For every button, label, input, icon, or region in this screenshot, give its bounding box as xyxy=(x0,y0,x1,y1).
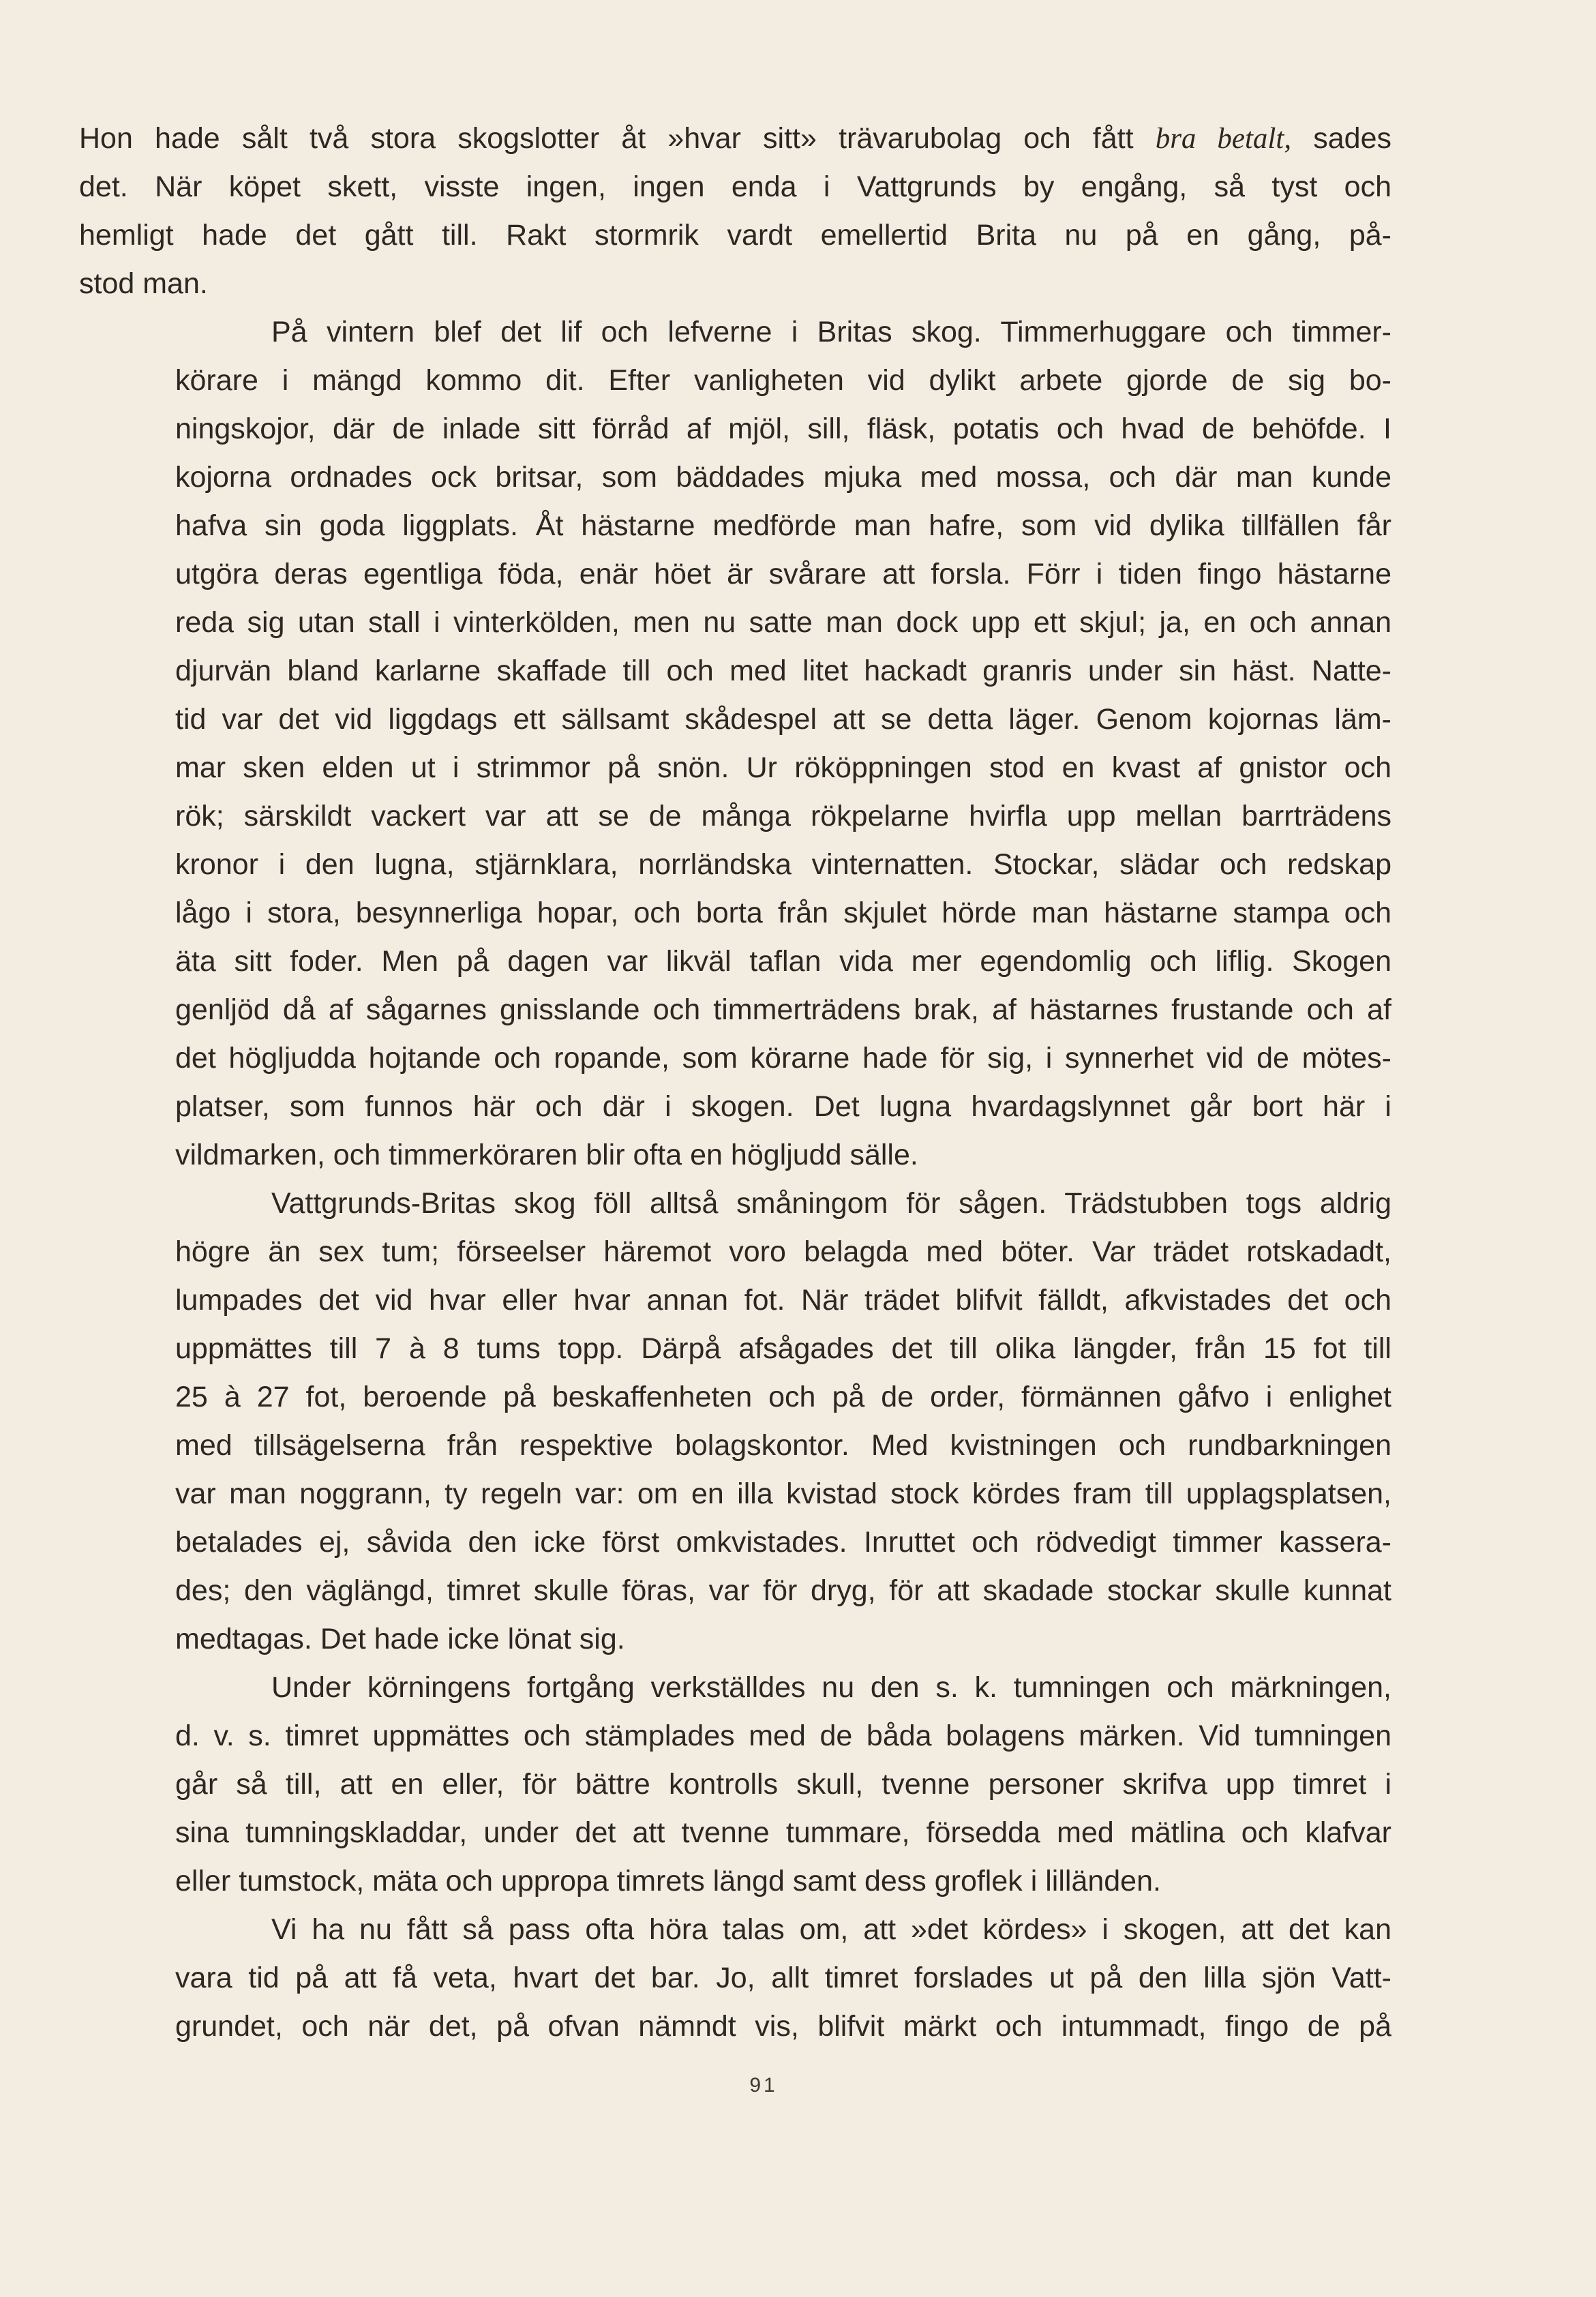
text-line xyxy=(79,792,1391,841)
text-run: kojorna ordnades ock britsar, som bäddades mjuka med mossa, och där man kunde xyxy=(175,461,1391,494)
text-line xyxy=(79,1083,1391,1131)
text-run: lumpades det vid hvar eller hvar annan fot. När trädet blifvit fälldt, afkvistades det och xyxy=(175,1284,1391,1317)
text-line xyxy=(79,1615,1391,1664)
text-line xyxy=(79,115,1391,163)
text-line xyxy=(79,1906,1391,1954)
body-text xyxy=(79,115,1391,2051)
text-run: det. När köpet skett, visste ingen, ingen enda i Vattgrunds by engång, så tyst och xyxy=(79,170,1391,203)
text-line xyxy=(79,1567,1391,1615)
text-line xyxy=(79,1954,1391,2002)
text-run: uppmättes till 7 à 8 tums topp. Därpå afsågades det till olika längder, från 15 fot till xyxy=(175,1332,1391,1365)
text-line xyxy=(79,1664,1391,1712)
text-run: var man noggrann, ty regeln var: om en illa kvistad stock kördes fram till upplagsplatsen, xyxy=(175,1477,1391,1510)
text-line xyxy=(79,1228,1391,1276)
text-line xyxy=(79,2002,1391,2051)
text-run: lågo i stora, besynnerliga hopar, och borta från skjulet hörde man hästarne stampa och xyxy=(175,897,1391,929)
text-line xyxy=(79,1857,1391,1906)
text-run: Vattgrunds-Britas skog föll alltså småningom för sågen. Trädstubben togs aldrig xyxy=(271,1187,1391,1220)
text-run: vara tid på att få veta, hvart det bar. Jo, allt timret forslades ut på den lilla sjön Vatt- xyxy=(175,1962,1391,1994)
text-line xyxy=(79,937,1391,986)
text-run: tid var det vid liggdags ett sällsamt skådespel att se detta läger. Genom kojornas läm- xyxy=(175,703,1391,736)
text-line xyxy=(79,1373,1391,1422)
emphasis-text: bra betalt, xyxy=(1155,123,1292,155)
text-run: genljöd då af sågarnes gnisslande och timmerträdens brak, af hästarnes frustande och af xyxy=(175,993,1391,1026)
paragraph xyxy=(79,115,1391,308)
text-run: grundet, och när det, på ofvan nämndt vis, blifvit märkt och intummadt, fingo de på xyxy=(175,2010,1391,2043)
text-line xyxy=(79,1809,1391,1857)
text-run: platser, som funnos här och där i skogen. Det lugna hvardagslynnet går bort här i xyxy=(175,1090,1391,1123)
text-run: eller tumstock, mäta och uppropa timrets längd samt dess groflek i lilländen. xyxy=(175,1865,1161,1897)
text-run: sades xyxy=(1291,122,1391,155)
text-run: med tillsägelserna från respektive bolagskontor. Med kvistningen och rundbarkningen xyxy=(175,1429,1391,1462)
text-run: betalades ej, såvida den icke först omkvistades. Inruttet och rödvedigt timmer kassera- xyxy=(175,1526,1391,1559)
text-line xyxy=(79,1131,1391,1180)
paragraph xyxy=(79,308,1391,1180)
text-line xyxy=(79,647,1391,695)
text-line xyxy=(79,211,1391,260)
text-line xyxy=(79,550,1391,599)
paragraph xyxy=(79,1664,1391,1906)
text-run: vildmarken, och timmerköraren blir ofta en högljudd sälle. xyxy=(175,1139,918,1171)
text-run: des; den väglängd, timret skulle föras, var för dryg, för att skadade stockar skulle kunnat xyxy=(175,1574,1391,1607)
text-run: körare i mängd kommo dit. Efter vanligheten vid dylikt arbete gjorde de sig bo- xyxy=(175,364,1391,397)
text-run: rök; särskildt vackert var att se de många rökpelarne hvirfla upp mellan barrträdens xyxy=(175,800,1391,832)
text-run: äta sitt foder. Men på dagen var likväl taflan vida mer egendomlig och liflig. Skogen xyxy=(175,945,1391,978)
text-line xyxy=(79,1034,1391,1083)
text-run: hafva sin goda liggplats. Åt hästarne medförde man hafre, som vid dylika tillfällen får xyxy=(175,509,1391,542)
text-run: Under körningens fortgång verkställdes nu den s. k. tumningen och märkningen, xyxy=(271,1671,1391,1704)
text-line xyxy=(79,1276,1391,1325)
text-run: 25 à 27 fot, beroende på beskaffenheten och på de order, förmännen gåfvo i enlighet xyxy=(175,1381,1391,1413)
text-run: går så till, att en eller, för bättre kontrolls skull, tvenne personer skrifva upp timret i xyxy=(175,1768,1391,1801)
text-run: medtagas. Det hade icke lönat sig. xyxy=(175,1623,625,1655)
text-run: djurvän bland karlarne skaffade till och med litet hackadt granris under sin häst. Natte- xyxy=(175,655,1391,687)
text-run: stod man. xyxy=(79,267,208,300)
text-line xyxy=(79,744,1391,792)
text-line xyxy=(79,1760,1391,1809)
text-line xyxy=(79,841,1391,889)
text-run: Vi ha nu fått så pass ofta höra talas om, att »det kördes» i skogen, att det kan xyxy=(271,1913,1391,1946)
text-run: reda sig utan stall i vinterkölden, men nu satte man dock upp ett skjul; ja, en och annan xyxy=(175,606,1391,639)
page-number: 91 xyxy=(749,2074,778,2097)
text-line xyxy=(79,502,1391,550)
paragraph xyxy=(79,1180,1391,1664)
text-line xyxy=(79,260,1391,308)
text-line xyxy=(79,889,1391,937)
text-run: sina tumningskladdar, under det att tvenne tummare, försedda med mätlina och klafvar xyxy=(175,1816,1391,1849)
text-run: kronor i den lugna, stjärnklara, norrländska vinternatten. Stockar, slädar och redskap xyxy=(175,848,1391,881)
text-run: d. v. s. timret uppmättes och stämplades med de båda bolagens märken. Vid tumningen xyxy=(175,1720,1391,1752)
paragraph xyxy=(79,1906,1391,2051)
text-run: Hon hade sålt två stora skogslotter åt »hvar sitt» trävarubolag och fått xyxy=(79,122,1156,155)
text-run: utgöra deras egentliga föda, enär höet är svårare att forsla. Förr i tiden fingo hästarne xyxy=(175,558,1391,590)
text-line xyxy=(79,405,1391,453)
text-run: hemligt hade det gått till. Rakt stormrik vardt emellertid Brita nu på en gång, på- xyxy=(79,219,1391,252)
text-run: det högljudda hojtande och ropande, som körarne hade för sig, i synnerhet vid de mötes- xyxy=(175,1042,1391,1075)
text-line xyxy=(79,1518,1391,1567)
text-line xyxy=(79,1712,1391,1760)
text-line xyxy=(79,357,1391,405)
text-line xyxy=(79,1422,1391,1470)
text-line xyxy=(79,695,1391,744)
text-line xyxy=(79,599,1391,647)
text-line xyxy=(79,163,1391,211)
text-line xyxy=(79,986,1391,1034)
text-line xyxy=(79,1180,1391,1228)
text-run: På vintern blef det lif och lefverne i Britas skog. Timmerhuggare och timmer- xyxy=(271,316,1391,348)
text-run: mar sken elden ut i strimmor på snön. Ur rököppningen stod en kvast af gnistor och xyxy=(175,751,1391,784)
text-line xyxy=(79,1470,1391,1518)
text-line xyxy=(79,308,1391,357)
text-line xyxy=(79,1325,1391,1373)
text-line xyxy=(79,453,1391,502)
text-run: ningskojor, där de inlade sitt förråd af mjöl, sill, fläsk, potatis och hvad de behöfde. I xyxy=(175,412,1391,445)
text-run: högre än sex tum; förseelser häremot voro belagda med böter. Var trädet rotskadadt, xyxy=(175,1235,1391,1268)
